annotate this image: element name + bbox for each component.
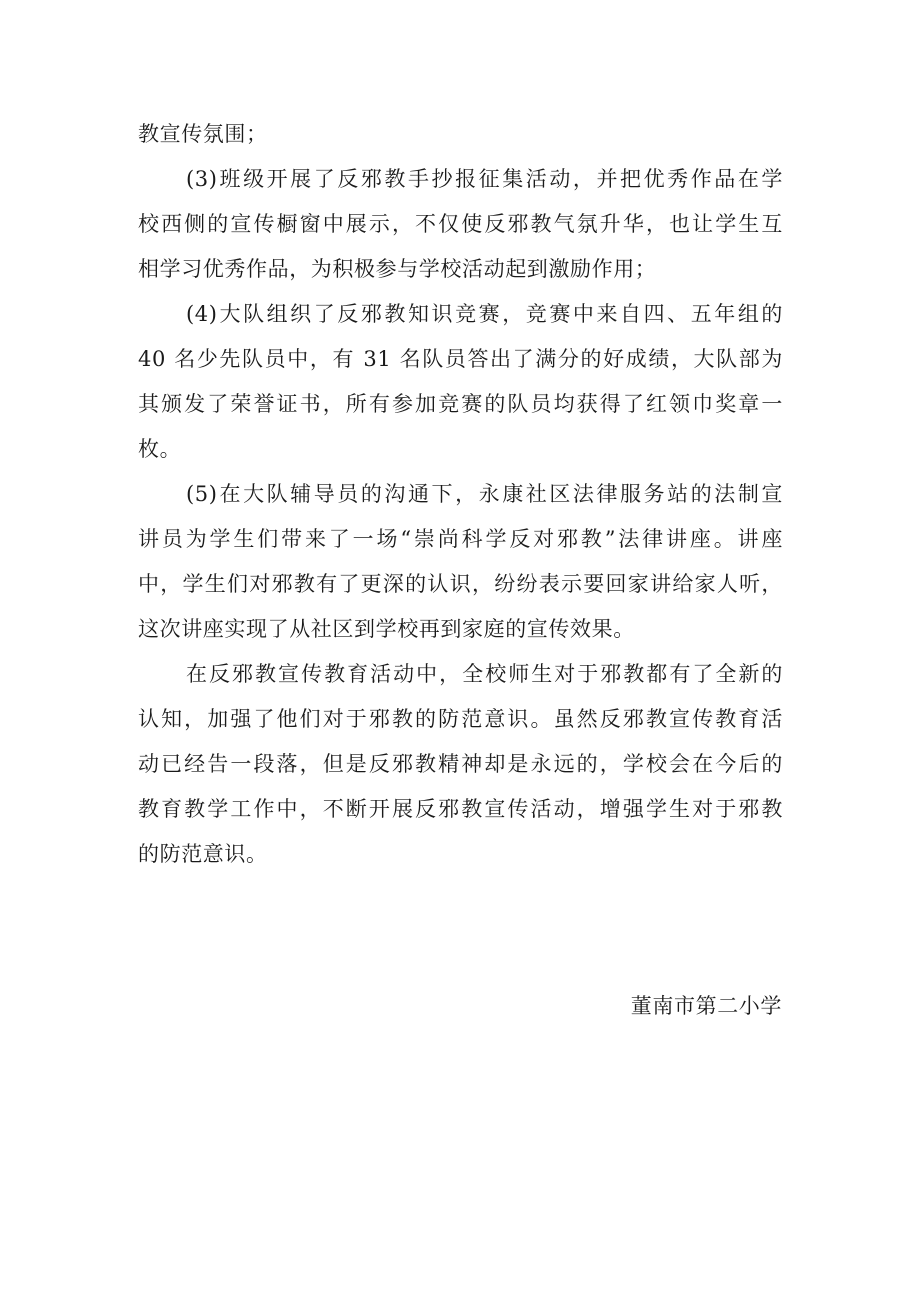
text-line: 枚。 [138, 437, 182, 461]
text-line: 认知，加强了他们对于邪教的防范意识。虽然反邪教宣传教育活 [138, 707, 783, 731]
document-body [138, 112, 783, 877]
text-line: (4)大队组织了反邪教知识竞赛，竞赛中来自四、五年组的 [186, 302, 783, 326]
text-line: 动已经告一段落，但是反邪教精神却是永远的，学校会在今后的 [138, 752, 783, 776]
signature-school-name: 董南市第二小学 [630, 994, 782, 1018]
text-line: 在反邪教宣传教育活动中，全校师生对于邪教都有了全新的 [186, 662, 783, 686]
text-line: 中，学生们对邪教有了更深的认识，纷纷表示要回家讲给家人听， [138, 572, 783, 596]
text-line: 教育教学工作中，不断开展反邪教宣传活动，增强学生对于邪教 [138, 797, 783, 821]
text-line: 校西侧的宣传橱窗中展示，不仅使反邪教气氛升华，也让学生互 [138, 212, 783, 236]
text-line: 讲员为学生们带来了一场“崇尚科学反对邪教”法律讲座。讲座 [138, 527, 783, 551]
text-line: (3)班级开展了反邪教手抄报征集活动，并把优秀作品在学 [186, 167, 783, 191]
text-line: 相学习优秀作品，为积极参与学校活动起到激励作用； [138, 257, 657, 281]
text-line: 这次讲座实现了从社区到学校再到家庭的宣传效果。 [138, 617, 635, 641]
text-line: 教宣传氛围； [138, 122, 268, 146]
text-line: 其颁发了荣誉证书，所有参加竞赛的队员均获得了红领巾奖章一 [138, 392, 783, 416]
text-line: (5)在大队辅导员的沟通下，永康社区法律服务站的法制宣 [186, 482, 783, 506]
text-line: 的防范意识。 [138, 842, 268, 866]
text-line: 40 名少先队员中，有 31 名队员答出了满分的好成绩，大队部为 [138, 347, 783, 371]
